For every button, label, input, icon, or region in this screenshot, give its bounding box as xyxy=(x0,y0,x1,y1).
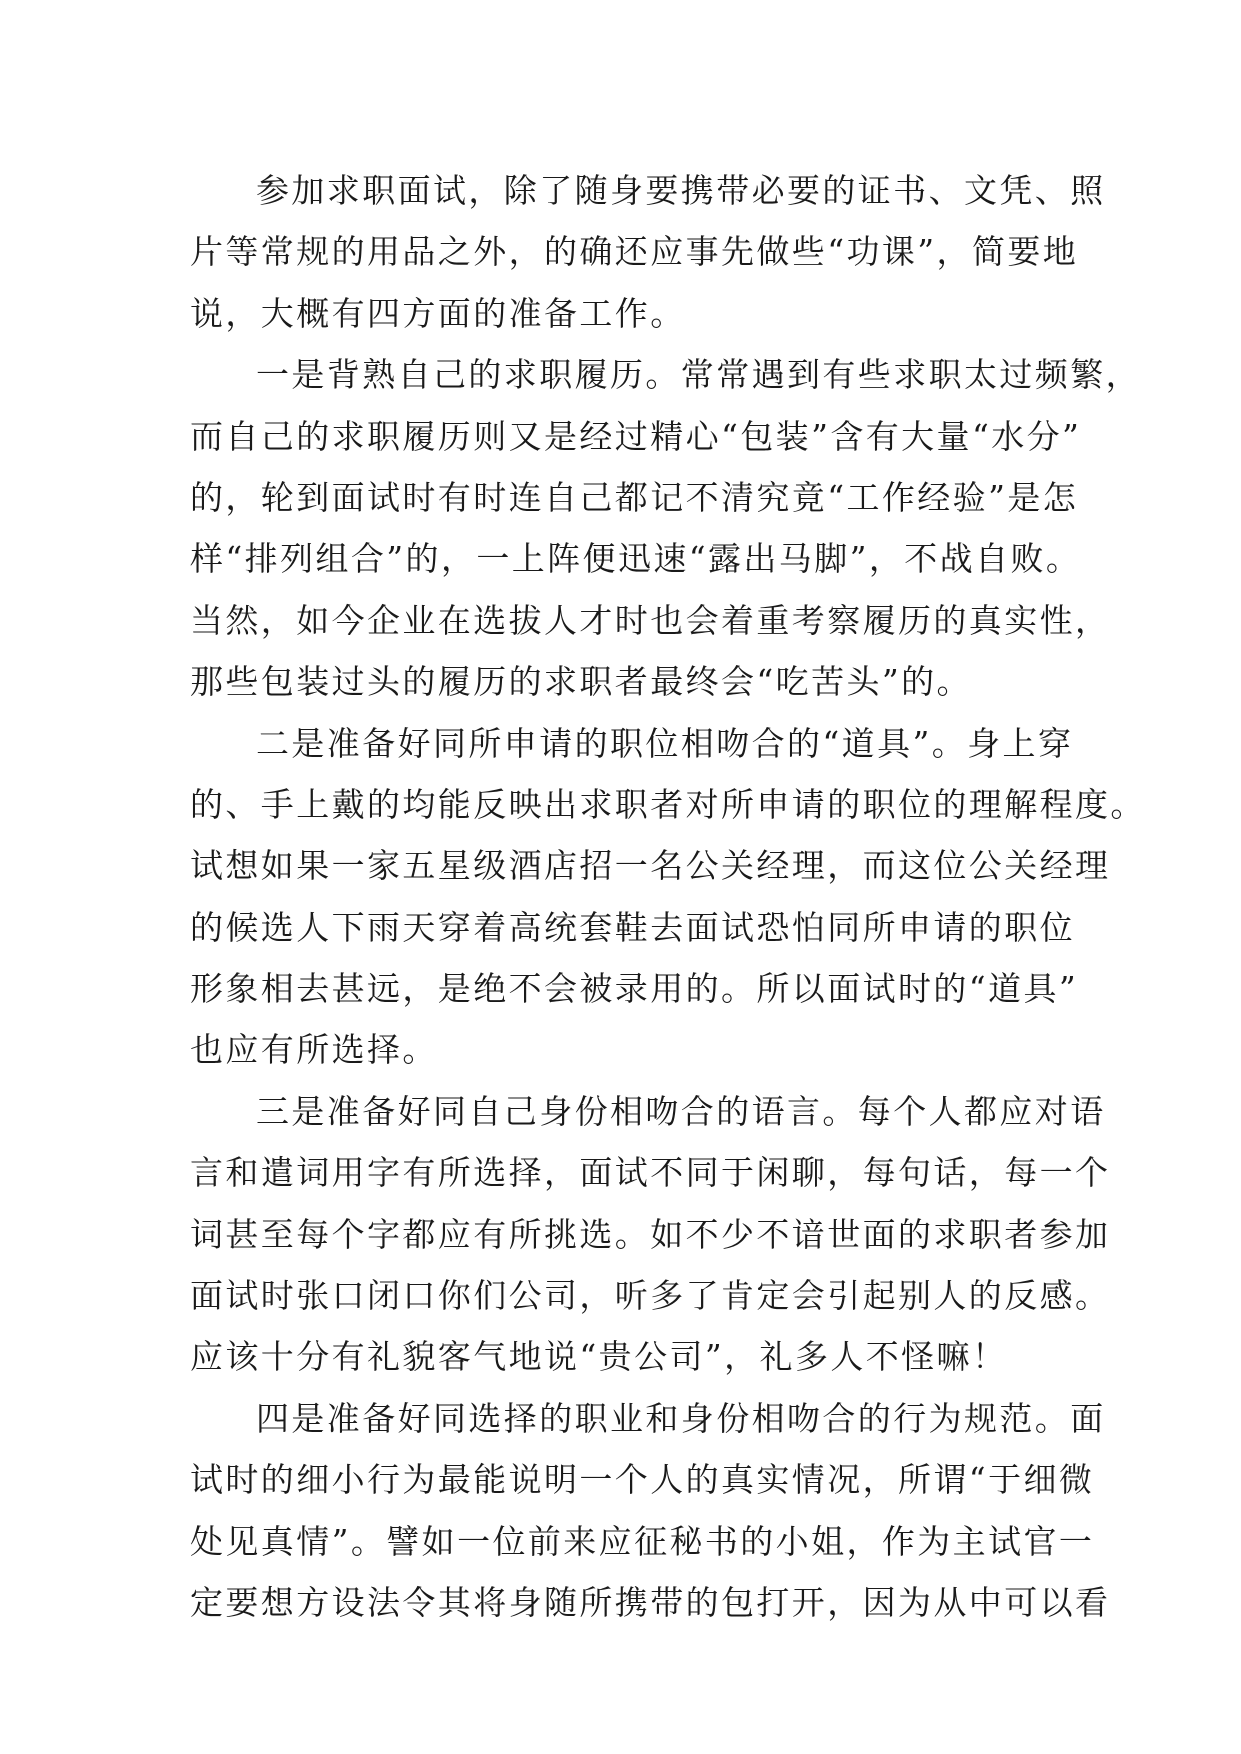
paragraph-3-line-6: 也应有所选择。 xyxy=(190,1030,438,1070)
paragraph-4-line-1: 三是准备好同自己身份相吻合的语言。每个人都应对语 xyxy=(256,1091,1106,1131)
paragraph-5-line-1: 四是准备好同选择的职业和身份相吻合的行为规范。面 xyxy=(256,1398,1106,1438)
paragraph-3-line-2: 的、手上戴的均能反映出求职者对所申请的职位的理解程度。 xyxy=(190,784,1146,824)
paragraph-2-line-1: 一是背熟自己的求职履历。常常遇到有些求职太过频繁， xyxy=(256,355,1141,395)
paragraph-3-line-1: 二是准备好同所申请的职位相吻合的“道具”。身上穿 xyxy=(256,723,1074,763)
paragraph-3-line-5: 形象相去甚远，是绝不会被录用的。所以面试时的“道具” xyxy=(190,969,1079,1009)
paragraph-2-line-4: 样“排列组合”的，一上阵便迅速“露出马脚”，不战自败。 xyxy=(190,539,1082,579)
paragraph-1-line-1: 参加求职面试，除了随身要携带必要的证书、文凭、照 xyxy=(256,171,1106,210)
paragraph-5-line-4: 定要想方设法令其将身随所携带的包打开，因为从中可以看 xyxy=(190,1582,1111,1622)
document-body xyxy=(190,160,1146,1633)
paragraph-2-line-5: 当然，如今企业在选拔人才时也会着重考察履历的真实性， xyxy=(190,600,1111,640)
paragraph-3-line-4: 的候选人下雨天穿着高统套鞋去面试恐怕同所申请的职位 xyxy=(190,907,1075,947)
paragraph-2-line-3: 的，轮到面试时有时连自己都记不清究竟“工作经验”是怎 xyxy=(190,477,1079,517)
paragraph-2-line-2: 而自己的求职履历则又是经过精心“包装”含有大量“水分” xyxy=(190,416,1082,456)
paragraph-1-line-3: 说，大概有四方面的准备工作。 xyxy=(190,293,686,333)
paragraph-5-line-3: 处见真情”。譬如一位前来应征秘书的小姐，作为主试官一 xyxy=(190,1521,1095,1561)
paragraph-4-line-3: 词甚至每个字都应有所挑选。如不少不谙世面的求职者参加 xyxy=(190,1214,1111,1254)
paragraph-3-line-3: 试想如果一家五星级酒店招一名公关经理，而这位公关经理 xyxy=(190,846,1111,886)
paragraph-4-line-5: 应该十分有礼貌客气地说“贵公司”，礼多人不怪嘛！ xyxy=(190,1337,1008,1377)
paragraph-2-line-6: 那些包装过头的履历的求职者最终会“吃苦头”的。 xyxy=(190,662,972,702)
paragraph-4-line-4: 面试时张口闭口你们公司，听多了肯定会引起别人的反感。 xyxy=(190,1276,1111,1316)
paragraph-1-line-2: 片等常规的用品之外，的确还应事先做些“功课”，简要地 xyxy=(190,232,1079,272)
paragraph-4-line-2: 言和遣词用字有所选择，面试不同于闲聊，每句话，每一个 xyxy=(190,1153,1111,1193)
paragraph-5-line-2: 试时的细小行为最能说明一个人的真实情况，所谓“于细微 xyxy=(190,1460,1095,1500)
